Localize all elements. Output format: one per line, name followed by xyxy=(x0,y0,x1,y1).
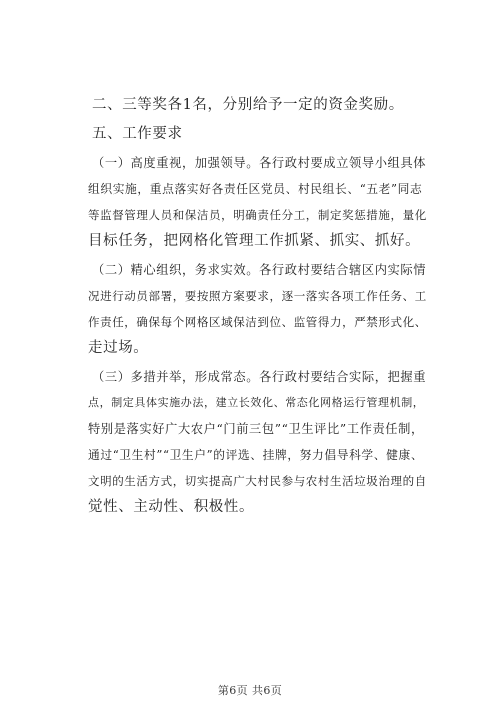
text-line: 等监督管理人员和保洁员，明确责任分工，制定奖惩措施，量化 xyxy=(88,208,427,222)
paragraph-requirement-3 xyxy=(88,364,427,520)
text-line: 点，制定具体实施办法，建立长效化、常态化网格运行管理机制， xyxy=(88,396,425,409)
text-line: 作责任，确保每个网格区域保洁到位、监管得力，严禁形式化、 xyxy=(88,315,427,329)
text-line: （二）精心组织，务求实效。各行政村要结合辖区内实际情 xyxy=(92,263,427,277)
text-line: 组织实施，重点落实好各责任区党员、村民组长、“五老”同志 xyxy=(88,182,423,196)
text-line: 觉性、主动性、积极性。 xyxy=(88,499,255,515)
text-line: 目标任务，把网格化管理工作抓紧、抓实、抓好。 xyxy=(88,233,421,249)
page-number: 第6页 共6页 xyxy=(217,684,283,697)
paragraph-requirement-2 xyxy=(88,257,427,361)
text-line: （一）高度重视，加强领导。各行政村要成立领导小组具体 xyxy=(92,156,427,170)
text-line: 文明的生活方式，切实提高广大村民参与农村生活垃圾治理的自 xyxy=(88,474,427,488)
paragraph-requirement-1 xyxy=(88,150,427,254)
paragraph-award xyxy=(88,92,424,118)
section-heading xyxy=(88,121,424,147)
text-line: 二、三等奖各1名，分别给予一定的资金奖励。 xyxy=(92,97,404,113)
text-line: 走过场。 xyxy=(88,340,149,356)
heading-text: 五、工作要求 xyxy=(92,126,183,142)
text-line: 况进行动员部署，要按照方案要求，逐一落实各项工作任务、工 xyxy=(88,289,427,303)
page-footer xyxy=(0,682,500,698)
text-line: （三）多措并举，形成常态。各行政村要结合实际，把握重 xyxy=(92,370,427,384)
text-line: 特别是落实好广大农户“门前三包”“卫生评比”工作责任制， xyxy=(88,422,424,436)
document-body xyxy=(88,92,427,523)
text-line: 通过“卫生村”“卫生户”的评选、挂牌，努力倡导科学、健康、 xyxy=(88,448,424,462)
